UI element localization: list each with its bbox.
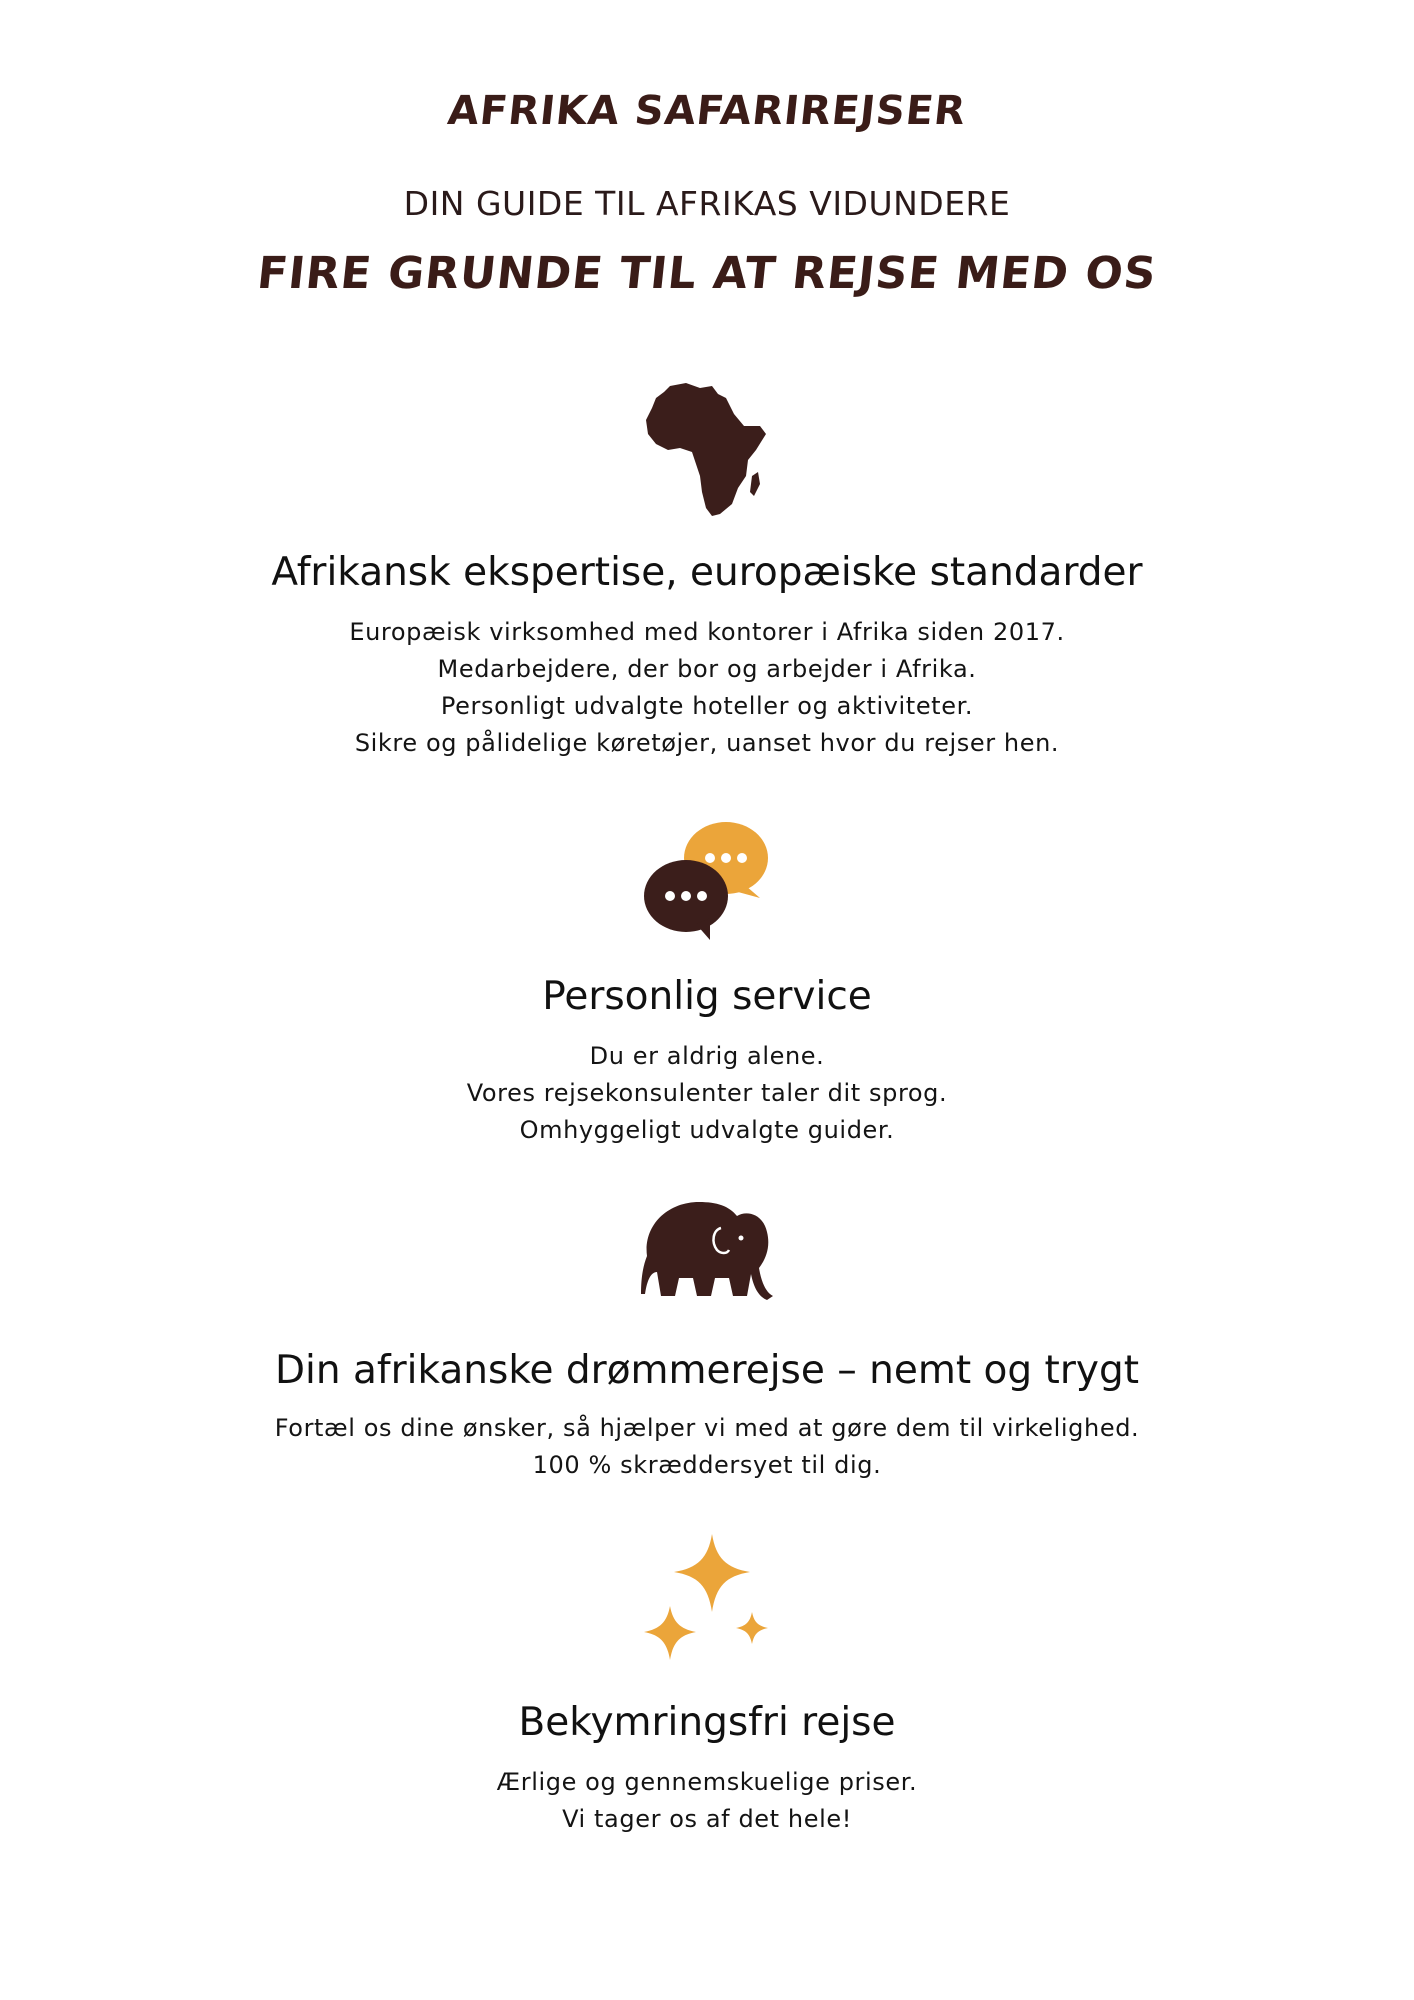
section-line: Medarbejdere, der bor og arbejder i Afrika.: [437, 655, 977, 683]
chat-bubbles-icon: [0, 818, 1414, 946]
section-line: Ærlige og gennemskuelige priser.: [496, 1768, 918, 1796]
section-body: [0, 1764, 1414, 1838]
section-title: Personlig service: [542, 974, 872, 1019]
page-subtitle: DIN GUIDE TIL AFRIKAS VIDUNDERE: [403, 184, 1011, 223]
page-headline: FIRE GRUNDE TIL AT REJSE MED OS: [254, 248, 1160, 299]
section-line: Personligt udvalgte hoteller og aktiviteter.: [440, 692, 974, 720]
section-line: Du er aldrig alene.: [589, 1042, 825, 1070]
africa-map-icon: [0, 380, 1414, 524]
section-body: [0, 1410, 1414, 1484]
section-line: Vores rejsekonsulenter taler dit sprog.: [466, 1079, 948, 1107]
section-line: Fortæl os dine ønsker, så hjælper vi med at gøre dem til virkelighed.: [274, 1414, 1140, 1442]
section-title: Bekymringsfri rejse: [518, 1700, 896, 1745]
section-line: Sikre og pålidelige køretøjer, uanset hvor du rejser hen.: [354, 729, 1060, 757]
section-line: Vi tager os af det hele!: [562, 1805, 852, 1833]
sparkles-icon: [0, 1532, 1414, 1670]
section-line: Omhyggeligt udvalgte guider.: [519, 1116, 895, 1144]
section-title: Din afrikanske drømmerejse – nemt og trygt: [275, 1348, 1139, 1393]
brand-logo-text: AFRIKA SAFARIREJSER: [445, 88, 969, 134]
section-line: 100 % skræddersyet til dig.: [532, 1451, 882, 1479]
section-body: [0, 614, 1414, 762]
section-line: Europæisk virksomhed med kontorer i Afrika siden 2017.: [349, 618, 1065, 646]
elephant-icon: [0, 1196, 1414, 1310]
section-body: [0, 1038, 1414, 1149]
section-title: Afrikansk ekspertise, europæiske standarder: [271, 550, 1143, 595]
